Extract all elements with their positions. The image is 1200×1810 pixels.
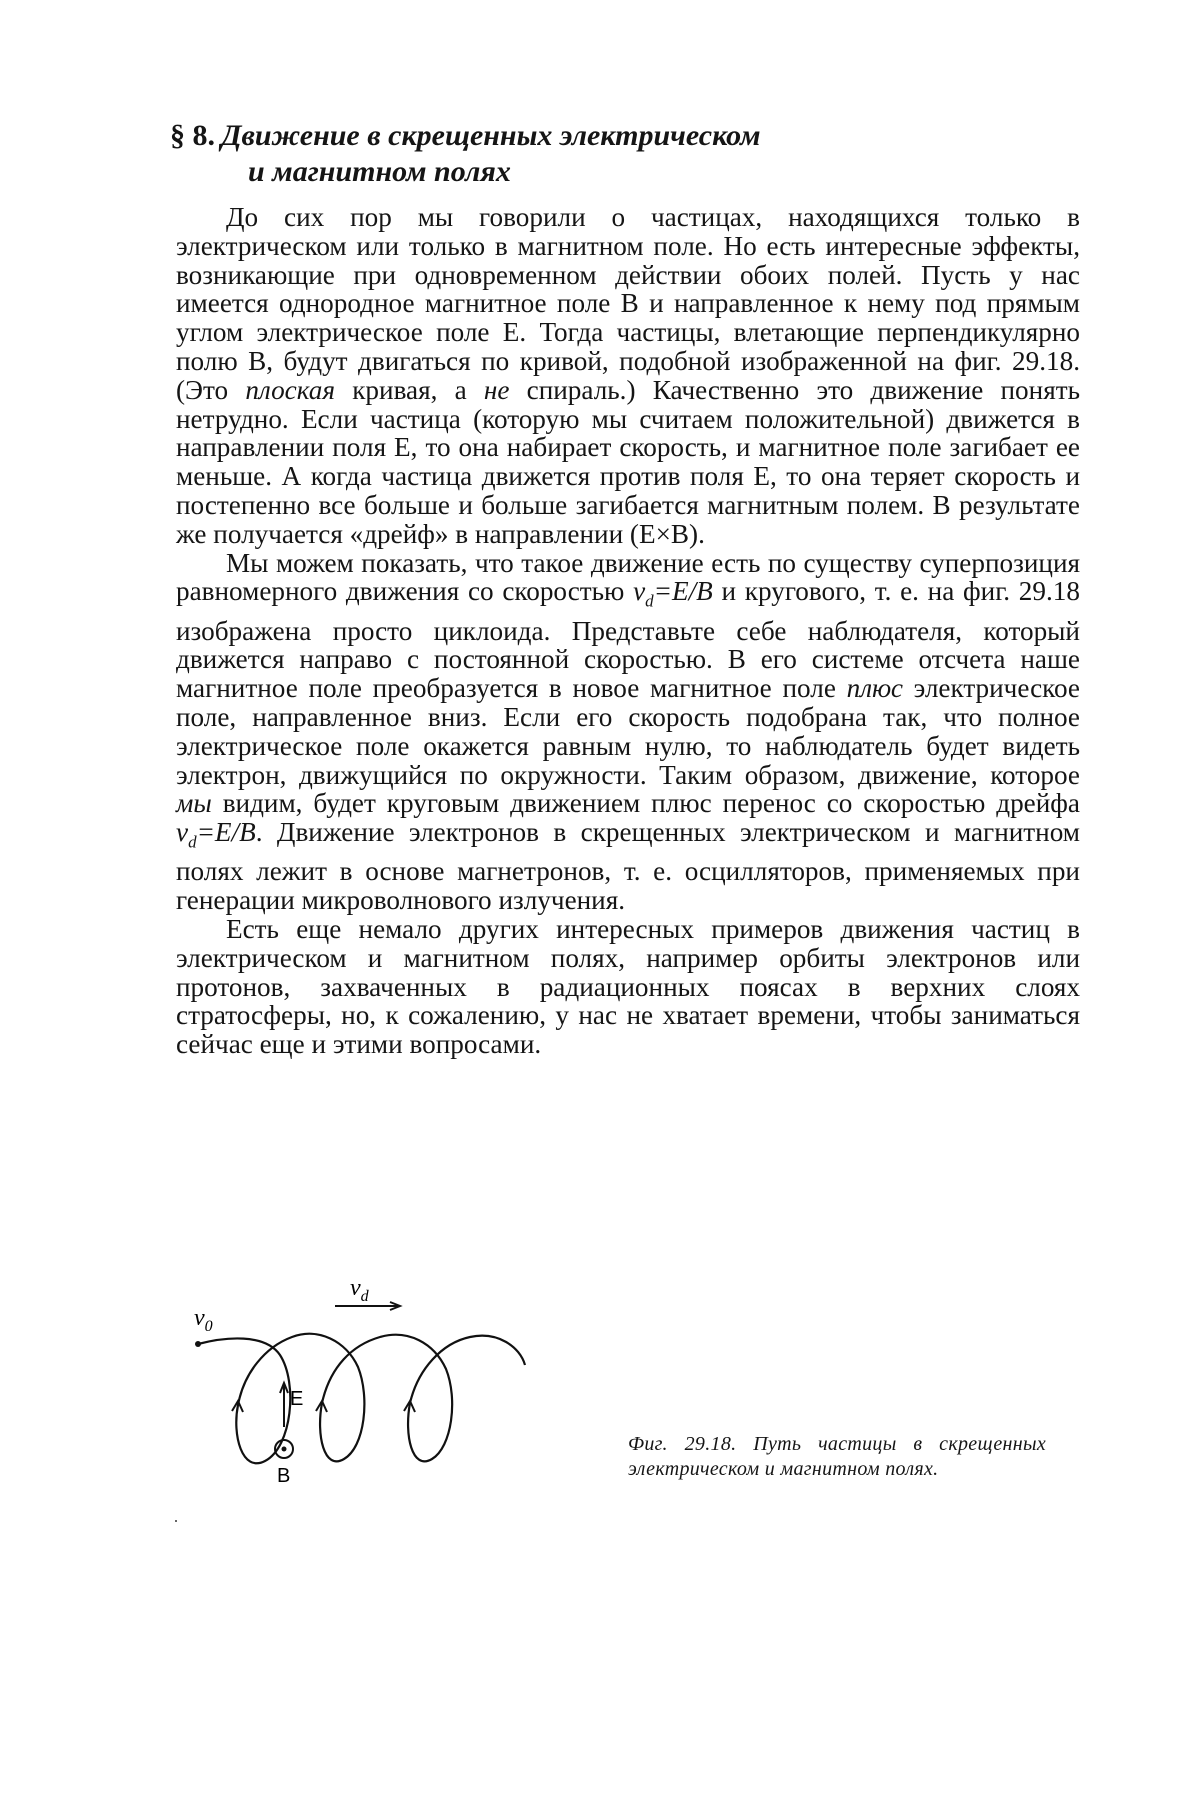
heading-line-1: Движение в скрещенных электрическом: [221, 119, 761, 152]
italic-run: не: [483, 374, 510, 405]
formula-v: v: [633, 576, 646, 607]
heading-line-2: и магнитном полях: [248, 155, 511, 188]
text-run: До сих пор мы говорили о частицах, находящихся только в электрическом или только в магнитном поле. Но есть интересные эффекты, возникающие при одновременном действии обоих полей. Пусть у нас имеется однородное магнитное поле B и направленное к нему под прямым углом электрическое поле E. Тогда частицы, влетающие перпендикулярно полю B, будут двигаться по кривой, подобной изображенной на фиг. 29.18. (Это: [176, 202, 1080, 405]
text-run: Мы можем показать, что такое движение есть по существу суперпозиция равномерного движения со скоростью: [176, 547, 1080, 607]
label-B: B: [277, 1465, 291, 1487]
formula-sub: d: [188, 832, 197, 852]
italic-run: плоская: [245, 374, 336, 405]
italic-run: мы: [176, 788, 212, 819]
figure-cycloid: [180, 1275, 620, 1505]
italic-run: плюс: [846, 673, 903, 704]
text-run: спираль.) Качественно это движение понять нетрудно. Если частица (которую мы считаем положительной) движется в направлении поля E, то она набирает скорость, и магнитное поле загибает ее меньше. А когда частица движется против поля E, то она теряет скорость и постепенно все больше и больше загибается магнитным полем. В результате же получается «дрейф» в направлении (E×B).: [176, 374, 1080, 549]
formula-sub: d: [645, 591, 654, 611]
particle-path: [198, 1334, 525, 1464]
text-run: и кругового, т. е. на фиг. 29.18 изображена просто циклоида. Представьте себе наблюдателя, который движется направо с постоянной скоростью. В его системе отсчета наше магнитное поле преобразуется в новое магнитное поле: [176, 576, 1080, 704]
text-run: видим, будет круговым движением плюс перенос со скоростью дрейфа: [211, 788, 1080, 819]
paragraph-1: [176, 203, 1080, 549]
formula-v: v: [176, 817, 189, 848]
formula-rest: =E/B: [196, 817, 256, 848]
section-heading: [170, 118, 1070, 190]
body-text: [176, 203, 1080, 1059]
figure-caption: Фиг. 29.18. Путь частицы в скрещенных электрическом и магнитном полях.: [628, 1433, 1046, 1480]
label-v0: $v_0$: [194, 1305, 213, 1335]
paragraph-3: [176, 915, 1080, 1059]
section-number: § 8.: [170, 119, 215, 152]
label-vd: $v_d$: [350, 1275, 369, 1305]
text-run: . Движение электронов в скрещенных электрическом и магнитном полях лежит в основе магнетронов, т. е. осцилляторов, применяемых при генерации микроволнового излучения.: [176, 817, 1080, 916]
paragraph-2: [176, 549, 1080, 915]
scan-speck: [175, 1520, 177, 1522]
text-run: кривая, а: [335, 374, 484, 405]
b-field-dot: [282, 1447, 287, 1452]
label-E: E: [290, 1388, 304, 1410]
text-run: электрическое поле, направленное вниз. Если его скорость подобрана так, что полное электрическое поле окажется равным нулю, то наблюдатель будет видеть электрон, движущийся по окружности. Таким образом, движение, которое: [176, 673, 1080, 790]
text-run: Есть еще немало других интересных примеров движения частиц в электрическом и магнитном полях, например орбиты электронов или протонов, захваченных в радиационных поясах в верхних слоях стратосферы, но, к сожалению, у нас не хватает времени, чтобы заниматься сейчас еще и этими вопросами.: [176, 914, 1080, 1060]
formula-rest: =E/B: [653, 576, 713, 607]
